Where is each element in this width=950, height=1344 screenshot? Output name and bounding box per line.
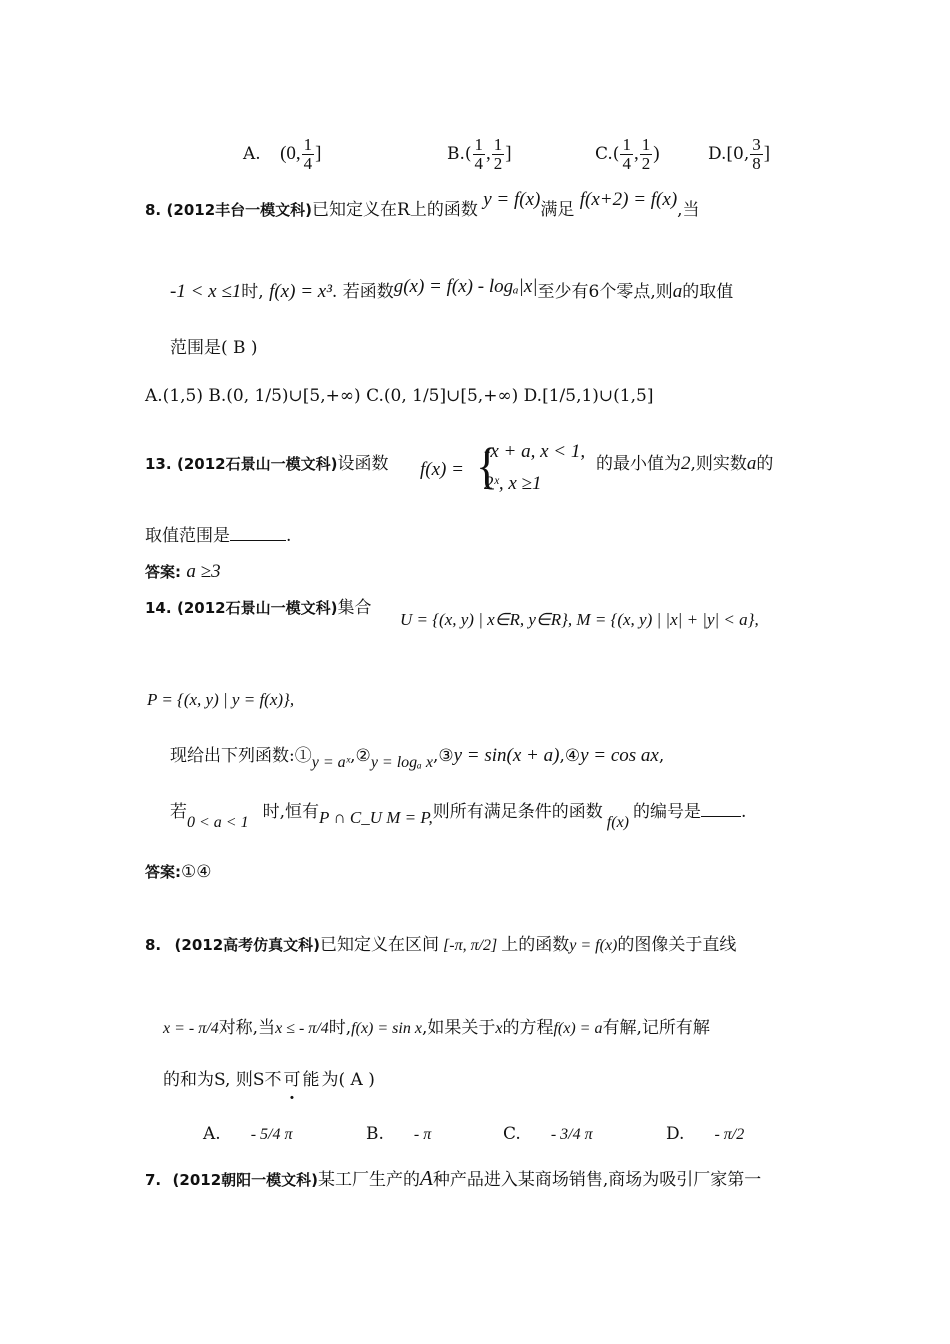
q8b-line2: x = - π/4对称,当x ≤ - π/4时,f(x) = sin x,如果关于x的方程f(x) = a有解,记所有解 (163, 1018, 710, 1038)
emphasis-text: 不可能 (264, 1070, 322, 1090)
q14-functions: 现给出下列函数:①y = aˣ,②y = logₐ x,③y = sin(x + a),④y = cos ax, (170, 745, 665, 771)
q13-case2: 2ˣ, x ≥1 (484, 473, 542, 494)
q8a-line1: 8. (2012丰台一模文科)已知定义在R上的函数 y = f(x)满足 f(x+2) = f(x),当 (145, 189, 700, 220)
q13-line1: 13. (2012石景山一模文科)设函数 (145, 454, 389, 474)
q14-set-p: P = {(x, y) | y = f(x)}, (147, 690, 295, 709)
fraction: $\frac{3}{8}$ (752, 135, 761, 173)
q8a-line2: -1 < x ≤1时, f(x) = x³. 若函数g(x) = f(x) - logₐ|x|至少有6个零点,则a的取值 (170, 276, 734, 302)
q8a-options: A.(1,5) B.(0, 1/5)∪[5,+∞) C.(0, 1/5]∪[5,+∞) D.[1/5,1)∪(1,5] (145, 386, 654, 406)
q7-option-b: B.( $\frac{1}{4}$ , $\frac{1}{2}$ ] (447, 135, 512, 173)
q8b-option-d: D. - π/2 (666, 1124, 745, 1144)
question-source: (2012高考仿真文科) (174, 936, 321, 954)
q13-fx: f(x) = (420, 459, 464, 480)
q8b-line3: 的和为S, 则S不可能为( A ) (163, 1070, 375, 1090)
q13-line1-tail: 的最小值为2,则实数a的 (596, 453, 774, 474)
q14-condition: 若0 < a < 1时,恒有P ∩ C_U M = P,则所有满足条件的函数f(x)的编号是 . (170, 802, 747, 831)
q7b-line1: 7. (2012朝阳一模文科)某工厂生产的A种产品进入某商场销售,商场为吸引厂家第一 (145, 1166, 762, 1190)
q14-set-u: U = {(x, y) | x∈R, y∈R}, M = {(x, y) | |x| + |y| < a}, (400, 610, 759, 629)
q7-option-a: A. (0, $\frac{1}{4}$ ] (243, 135, 322, 173)
piecewise-brace: { (476, 437, 499, 494)
fraction: $\frac{1}{4}$ (474, 135, 484, 173)
q14-answer: 答案:①④ (145, 862, 212, 882)
question-source: (2012朝阳一模文科) (172, 1171, 319, 1189)
q8b-option-c: C. - 3/4 π (503, 1124, 593, 1144)
answer-blank[interactable] (701, 816, 741, 817)
q7-option-d: D.[0, $\frac{3}{8}$ ] (708, 135, 771, 173)
answer-blank[interactable] (230, 540, 286, 541)
q8b-option-a: A. - 5/4 π (203, 1124, 293, 1144)
question-source: (2012石景山一模文科) (176, 455, 338, 473)
q14-line1: 14. (2012石景山一模文科)集合 (145, 598, 372, 618)
fraction: $\frac{1}{2}$ (493, 135, 503, 173)
q8a-line3: 范围是( B ) (170, 338, 258, 358)
q7-option-c: C.( $\frac{1}{4}$ , $\frac{1}{2}$ ) (595, 135, 660, 173)
q8b-option-b: B. - π (366, 1124, 432, 1144)
q8b-line1: 8. (2012高考仿真文科)已知定义在区间 [-π, π/2] 上的函数y = f(x)的图像关于直线 (145, 935, 737, 955)
fraction: $\frac{1}{2}$ (641, 135, 651, 173)
fraction: $\frac{1}{4}$ (622, 135, 631, 173)
fraction: $\frac{1}{4}$ (303, 135, 313, 173)
q13-line2: 取值范围是 . (145, 526, 292, 546)
question-source: (2012丰台一模文科) (166, 201, 313, 219)
q13-answer: 答案: a ≥3 (145, 561, 221, 582)
question-source: (2012石景山一模文科) (176, 599, 338, 617)
q13-case1: -x + a, x < 1, (484, 441, 586, 462)
